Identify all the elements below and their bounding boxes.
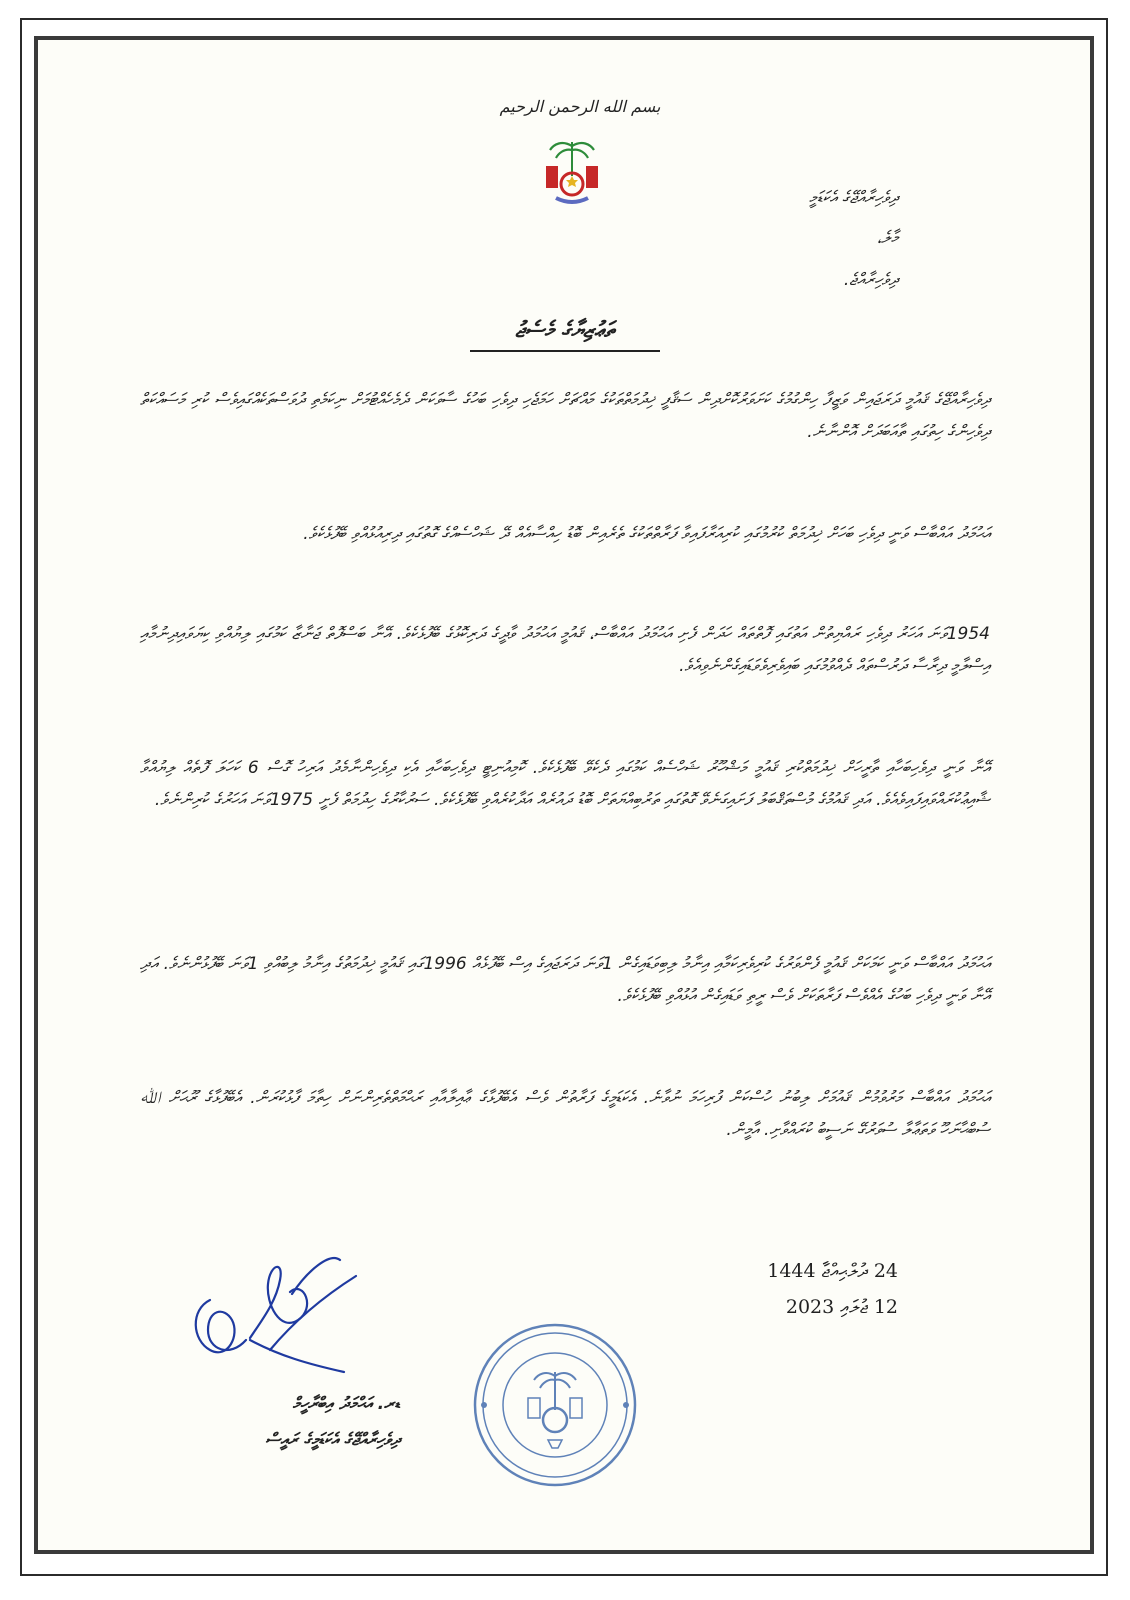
address-line-2: މާލެ، [876, 228, 898, 248]
date-gregorian: 12 ޖުލައި 2023 [785, 1296, 898, 1318]
paragraph-5: އަޙުމަދު އައްބާސް ވަނީ ކަމަކަށް ޤައުމީ ފެންވަރުގެ ކުރިވެރިކަމާއި އިނާމު ލިބިވަޑައިގެން 1ވަނަ ދަރަޖައިގެ އިސް ބޭފުޅެއް 1996ގައި ޤައުމީ ޚިދުމަތުގެ އިނާމު ލިބުއްވި 1ވަނަ ބޭފުޅުންނެވެ. އަދި އޭނާ ވަނީ ދިވެހި ބަހުގެ އެއްވެސް ފަރާތަކަށް ވެސް ރީތި ވަޑައިގެން އުޅުއްވި ބޭފުޅެކެވެ. [140, 954, 990, 1006]
paragraph-1: ދިވެހިރާއްޖޭގެ ޤައުމީ ދަރަޖައިން ވަޒީފާ ހިންގުމުގެ ކަށަވަރުކޮށްދިން ސަޤާފީ ޚިދުމަތްތަކުގެ މައްޗަށް ހަމަޖެހި ދިވެހި ބަހުގެ ސާވަކަން ދެމެހެއްޓުމަށް ނިކަމެތި ދުވަސްތަކެއްގައިވެސް ކުރި މަސައްކަތް ދިވެހިންގެ ހިތުގައި ތާއަބަދަށް އޮންނާނެ. [140, 390, 990, 442]
bismillah-calligraphy [499, 86, 661, 126]
paragraph-4: އޭނާ ވަނީ ދިވެހިބަހާއި ތާރީހަށް ޚިދުމަތްކުރި ޤައުމީ މަޝްހޫރު ޝަހްސެއް ކަމުގައި ދެކެވޭ ބޭފުޅެކެވެ. ކޮމިއުނިޓީ ދިވެހިބަހާއި އެކި ދިވެހިންނާމެދު އަރިހު ގޮސް 6 ކަހަލަ ފޮތެއް ލިޔުއްވާ ޝާއިޢުކުރައްވައިފައިވެއެވެ. އަދި ޤައުމުގެ މުސްތަޤްބަލު ފަށައިގަނެވޭ ގޮތުގައި ތަރުބިއްޔަތަށް ބޮޑު ދައުރެއް އަދާކުރެއްވި ބޭފުޅެކެވެ. ސަރުކާރުގެ ހިދުމަތް ފެށީ 1975ވަނަ އަހަރުގެ ކުރިންނެވެ. [140, 758, 990, 810]
handwritten-signature [180, 1240, 360, 1380]
paragraph-6: އަޙުމަދު އައްބާސް މަރުވުމުން ޤައުމަށް ލިބުނު ހުސްކަން ފުރިހަމަ ނުވާނެ. އެކަޑަމީގެ ފަރާތުން ވެސް އެބޭފުޅާގެ ޢާއިލާއާއި ރަޙްމަތްތެރިންނަށް ހިތާމަ ފާޅުކުރަން. އެބޭފުޅާގެ ރޫޙަށް ﷲ ސުބްޙާނަހޫ ވަތަޢާލާ ސުވަރުގޭ ނަސީބު ކުރައްވާށި. އާމީން. [140, 1088, 990, 1140]
address-line-1: ދިވެހިރާއްޖޭގެ އެކަޑަމީ [809, 188, 898, 208]
national-emblem-icon [532, 136, 612, 216]
letter-title: ތަޢުޒިޔާގެ މެސެޖު [515, 318, 615, 343]
date-hijri: 24 ދުލްޙިއްޖާ 1444 [767, 1260, 898, 1282]
address-line-3: ދިވެހިރާއްޖެ. [843, 270, 898, 290]
official-seal-stamp [470, 1320, 640, 1490]
paragraph-2: އަޙުމަދު އައްބާސް ވަނީ ދިވެހި ބަހަށް ޚިދުމަތް ކުރުމުގައި ކުރިއަރާފައިވާ ފަރާތްތަކުގެ ތެރެއިން ބޮޑު ހިއްސާއެއް ދޭ ޝަހްސެއްގެ ގޮތުގައި ދިރިއުޅުއްވި ބޭފުޅެކެވެ. [303, 524, 990, 544]
title-underline [470, 350, 660, 352]
signer-position: ދިވެހިރާއްޖޭގެ އެކަޑަމީގެ ރައީސް [265, 1430, 400, 1450]
svg-text:بسم الله الرحمن الرحيم: بسم الله الرحمن الرحيم [499, 97, 661, 116]
signer-name: ޑރ. އަޙްމަދު އިބްރާހީމް [292, 1394, 400, 1414]
paragraph-3: 1954ވަނަ އަހަރު ދިވެހި ރައްޔިތުން އަތުގައި ފޮތްތައް ހަދަން ފެށި އަޙުމަދު އައްބާސް، ޤައުމީ އަޙުމަދު ވާދީގެ ދަރިކޮޅުގެ ބޭފުޅެކެވެ. އޭނާ ބަސްފޮތް ޖަނާޒާ ކަމުގައި ލިޔުއްވި ކިޔަވައިދިނުމާއި އިސްލާމީ ދިރާސާ ދަރުސްތައް ދެއްވުމުގައި ބައިވެރިވެވަޑައިގެންނެވިއެވެ. [140, 624, 990, 676]
